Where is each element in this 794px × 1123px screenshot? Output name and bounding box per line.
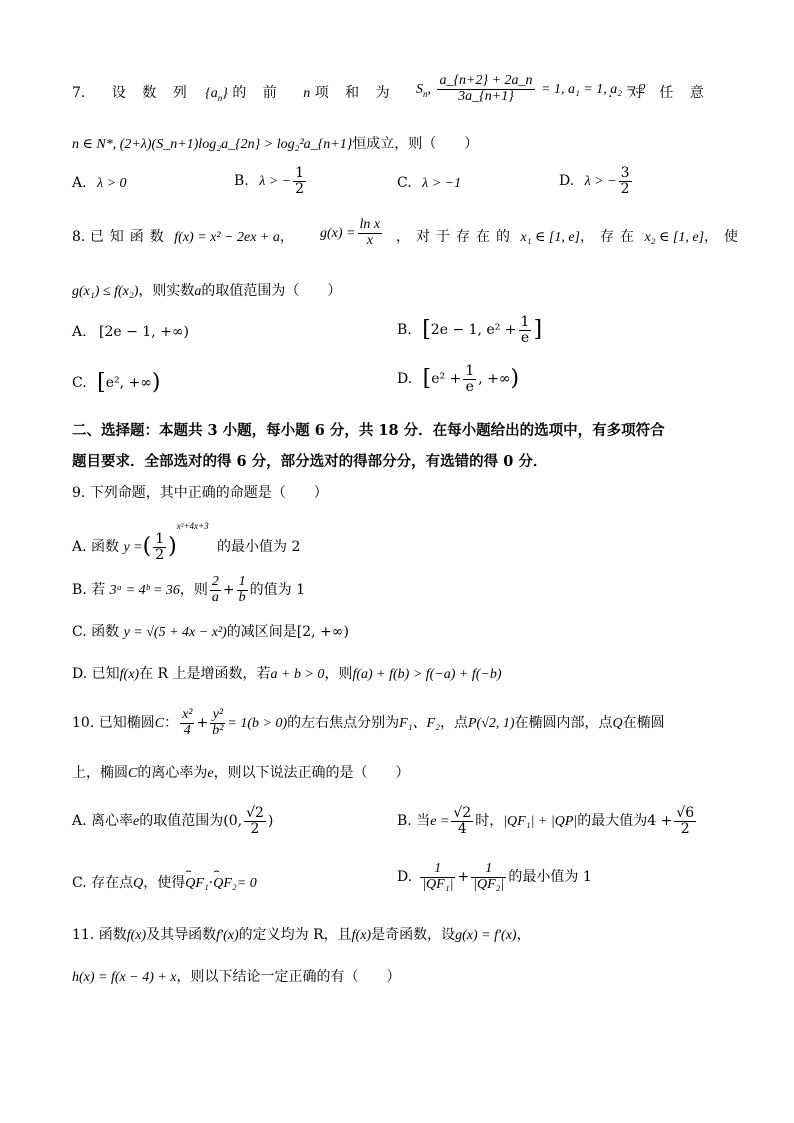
q9-option-c[interactable]: C. 函数 y = √(5 + 4x − x²)的减区间是[2, +∞)	[72, 624, 349, 640]
q10-option-b[interactable]: B. 当e = $\frac{√2}{4}$ 时，|QF₁| + |QP|的最大值为4 + $\frac{√6}{2}$	[397, 805, 695, 837]
q7-fraction: $\frac{a\_\{n+2\} + 2a\_n}{3a\_\{n+1\}}$	[439, 73, 533, 104]
q7-option-a[interactable]: A. λ > 0	[72, 175, 127, 191]
q10-line1: 10. 已知椭圆C： $\frac{\text{x²}}{4}$ + $\frac{\text{y²}}{\text{b²}}$ = 1(b > 0)的左右焦点分别为F₁、F₂，点P(√2, 1)在椭圆内部，点Q在椭圆	[72, 707, 665, 738]
q7-line2	[72, 137, 478, 152]
q9-option-d[interactable]: D. 已知f(x)在 R 上是增函数，若a + b > 0，则f(a) + f(b) > f(−a) + f(−b)	[72, 666, 502, 682]
q8-option-c[interactable]: C. [e², +∞)	[72, 370, 161, 395]
q7-line2-math: n ∈ N*, (2+λ)(S_n+1)log₂a_{2n} > log₂²a_{n+1}	[72, 137, 353, 152]
section-heading-line2: 题目要求．全部选对的得 6 分，部分选对的得部分分，有选错的得 0 分．	[72, 453, 548, 470]
q8-line1-right: ，对于存在的 x₁ ∈ [1, e]，存在 x₂ ∈ [1, e]，使	[396, 229, 745, 245]
q7-mid2: 项 和 为	[314, 85, 396, 101]
q11-line1: 11. 函数f(x)及其导函数f′(x)的定义均为 R，且f(x)是奇函数，设g(x) = f′(x)，	[72, 927, 531, 943]
q7-seq: $\{a_n\}$	[205, 86, 228, 103]
q7-option-b[interactable]: B. λ > − $\frac{1}{2}$	[234, 165, 305, 197]
q10-option-c[interactable]: C. 存在点Q，使得⌢ QF₁·⌢ QF₂= 0	[72, 876, 257, 891]
q8-option-a[interactable]: A. [2e − 1, +∞)	[72, 324, 189, 340]
q8-option-b[interactable]: B. [2e − 1, e² + $\frac{1}{e}$ ]	[397, 314, 543, 346]
section-heading-line1: 二、选择题：本题共 3 小题，每小题 6 分，共 18 分．在每小题给出的选项中，有多项符合	[72, 422, 665, 439]
q7-option-c[interactable]: C. λ > −1	[397, 175, 462, 191]
q7-condition: $S_n$, $\frac{a\_\{n+2\} + 2a\_n}{3a\_\{n+1\}}$ = 1, a₁ = 1, a₂ = 2	[416, 73, 646, 104]
q11-line2: h(x) = f(x − 4) + x，则以下结论一定正确的有（ ）	[72, 969, 401, 985]
q7-number: 7.	[72, 85, 86, 101]
q8-f-def: f(x) = x² − 2ex + a	[174, 230, 280, 245]
q8-g-def: g(x) = $\frac{\text{ln x}}{x}$	[320, 217, 381, 248]
q10-option-a[interactable]: A. 离心率e的取值范围为(0, $\frac{√2}{2}$ )	[72, 805, 274, 837]
q10-line2: 上，椭圆C的离心率为e，则以下说法正确的是（ ）	[72, 765, 410, 781]
q7-intro: 设 数 列	[111, 85, 193, 101]
q8-line2: g(x₁) ≤ f(x₂)，则实数a的取值范围为（ ）	[72, 283, 342, 299]
q7-line1	[72, 86, 396, 103]
q9-stem: 9. 下列命题，其中正确的命题是（ ）	[72, 485, 328, 501]
q7-cond-tail: = 1, a₁ = 1, a₂ = 2	[541, 82, 646, 98]
q8-line1: 8. 已知函数 f(x) = x² − 2ex + a，	[72, 229, 294, 245]
q7-line2-text: 恒成立，则（ ）	[352, 136, 479, 152]
q9-option-b[interactable]: B. 若 3ᵃ = 4ᵇ = 36，则 $\frac{2}{a}$ + $\frac{1}{b}$ 的值为 1	[72, 574, 305, 605]
q9-option-a[interactable]: A. 函数 y =( $\frac{1}{2}$ )$^{x^2+4x+3}$ 的最小值为 2	[72, 521, 301, 563]
q7-end: . 对 任 意	[608, 85, 710, 101]
q10-option-d[interactable]: D. $\frac{1}{\text{|QF₁|}}$ + $\frac{1}{\text{|QF₂|}}$ 的最小值为 1	[397, 861, 592, 892]
q7-option-d[interactable]: D. λ > − $\frac{3}{2}$	[559, 165, 630, 197]
q7-mid: 的 前	[232, 85, 283, 101]
q7-n: n	[303, 86, 311, 101]
q8-option-d[interactable]: D. [e² + $\frac{1}{e}$ , +∞)	[397, 363, 520, 395]
